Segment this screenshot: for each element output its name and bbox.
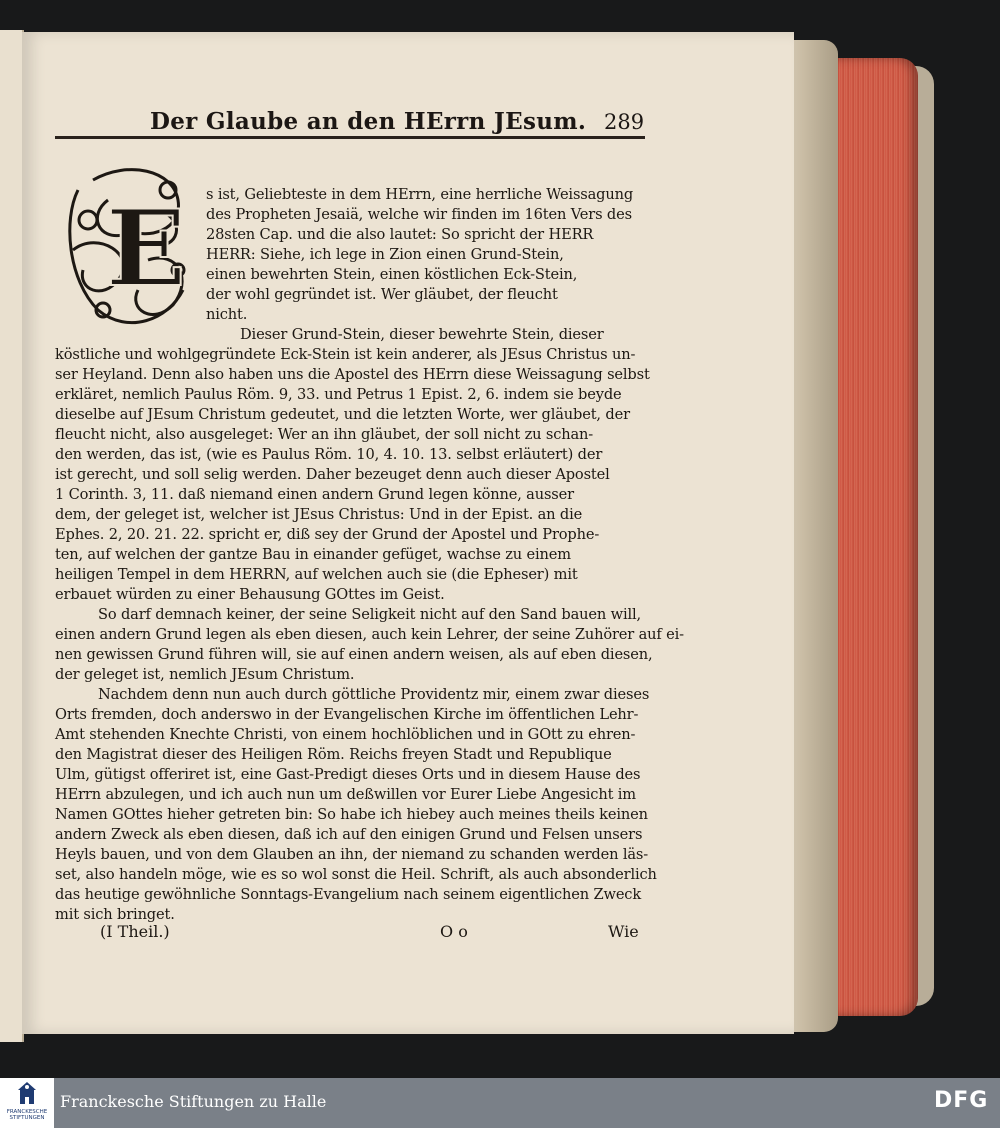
text-line: des Propheten Jesaiä, welche wir finden im 16ten Vers des bbox=[206, 206, 632, 223]
text-line: erbauet würden zu einer Behausung GOttes im Geist. bbox=[55, 586, 445, 603]
decorated-initial bbox=[58, 160, 198, 335]
text-line: Namen GOttes hieher getreten bin: So habe ich hiebey auch meines theils keinen bbox=[55, 806, 648, 823]
text-line: fleucht nicht, also ausgeleget: Wer an ihn gläubet, der soll nicht zu schan- bbox=[55, 426, 594, 443]
text-line: s ist, Geliebteste in dem HErrn, eine herrliche Weissagung bbox=[206, 186, 634, 203]
text-line: Ephes. 2, 20. 21. 22. spricht er, diß sey der Grund der Apostel und Prophe- bbox=[55, 526, 600, 543]
text-line: heiligen Tempel in dem HERRN, auf welchen auch sie (die Epheser) mit bbox=[55, 566, 578, 583]
text-line: einen andern Grund legen als eben diesen, auch kein Lehrer, der seine Zuhörer auf ei- bbox=[55, 626, 684, 643]
text-line: dem, der geleget ist, welcher ist JEsus Christus: Und in der Epist. an die bbox=[55, 506, 583, 523]
text-line: HERR: Siehe, ich lege in Zion einen Grund-Stein, bbox=[206, 246, 564, 263]
left-page-strip bbox=[0, 30, 24, 1042]
text-line: köstliche und wohlgegründete Eck-Stein ist kein anderer, als JEsus Christus un- bbox=[55, 346, 636, 363]
text-line: Heyls bauen, und von dem Glauben an ihn, der niemand zu schanden werden läs- bbox=[55, 846, 649, 863]
catchword: Wie bbox=[608, 922, 639, 941]
text-line: Amt stehenden Knechte Christi, von einem hochlöblichen und in GOtt zu ehren- bbox=[55, 726, 636, 743]
text-line: Orts fremden, doch anderswo in der Evangelischen Kirche im öffentlichen Lehr- bbox=[55, 706, 639, 723]
text-line: ten, auf welchen der gantze Bau in einander gefüget, wachse zu einem bbox=[55, 546, 571, 563]
text-line: Nachdem denn nun auch durch göttliche Providentz mir, einem zwar dieses bbox=[98, 686, 650, 703]
header-rule bbox=[55, 136, 645, 139]
initial-letter: E bbox=[106, 186, 187, 310]
text-line: erkläret, nemlich Paulus Röm. 9, 33. und Petrus 1 Epist. 2, 6. indem sie beyde bbox=[55, 386, 622, 403]
text-line: nicht. bbox=[206, 306, 248, 323]
institution-name[interactable]: Franckesche Stiftungen zu Halle bbox=[60, 1092, 327, 1111]
text-line: der wohl gegründet ist. Wer gläubet, der fleucht bbox=[206, 286, 558, 303]
text-line: set, also handeln möge, wie es so wol sonst die Heil. Schrift, als auch absonderlich bbox=[55, 866, 657, 883]
text-line: Ulm, gütigst offeriret ist, eine Gast-Predigt dieses Orts und in diesem Hause des bbox=[55, 766, 641, 783]
logo-text: FRANCKESCHE STIFTUNGEN bbox=[6, 1109, 48, 1121]
text-line: den Magistrat dieser des Heiligen Röm. Reichs freyen Stadt und Republique bbox=[55, 746, 612, 763]
text-line: dieselbe auf JEsum Christum gedeutet, und die letzten Worte, wer gläubet, der bbox=[55, 406, 630, 423]
text-line: 28sten Cap. und die also lautet: So spricht der HERR bbox=[206, 226, 594, 243]
text-line: HErrn abzulegen, und ich auch nun um deßwillen vor Eurer Liebe Angesicht im bbox=[55, 786, 636, 803]
institution-logo[interactable] bbox=[0, 1078, 54, 1128]
text-line: ist gerecht, und soll selig werden. Daher bezeuget denn auch dieser Apostel bbox=[55, 466, 610, 483]
text-line: andern Zweck als eben diesen, daß ich auf den einigen Grund und Felsen unsers bbox=[55, 826, 643, 843]
text-line: nen gewissen Grund führen will, sie auf einen andern weisen, als auf eben diesen, bbox=[55, 646, 653, 663]
running-title: Der Glaube an den HErrn JEsum. bbox=[150, 108, 587, 135]
text-line: So darf demnach keiner, der seine Seligkeit nicht auf den Sand bauen will, bbox=[98, 606, 641, 623]
text-line: mit sich bringet. bbox=[55, 906, 175, 923]
text-line: den werden, das ist, (wie es Paulus Röm. 10, 4. 10. 13. selbst erläutert) der bbox=[55, 446, 603, 463]
text-line: Dieser Grund-Stein, dieser bewehrte Stein, dieser bbox=[240, 326, 604, 343]
text-line: der geleget ist, nemlich JEsum Christum. bbox=[55, 666, 355, 683]
text-line: ser Heyland. Denn also haben uns die Apostel des HErrn diese Weissagung selbst bbox=[55, 366, 650, 383]
text-line: einen bewehrten Stein, einen köstlichen Eck-Stein, bbox=[206, 266, 578, 283]
page-number: 289 bbox=[604, 110, 645, 134]
signature-mark: (I Theil.) bbox=[100, 922, 170, 941]
orphanage-building-icon bbox=[0, 1078, 54, 1108]
dfg-logo[interactable]: DFG bbox=[934, 1088, 989, 1113]
gathering-mark: O o bbox=[440, 922, 468, 941]
text-line: 1 Corinth. 3, 11. daß niemand einen andern Grund legen könne, ausser bbox=[55, 486, 574, 503]
text-line: das heutige gewöhnliche Sonntags-Evangelium nach seinem eigentlichen Zweck bbox=[55, 886, 642, 903]
